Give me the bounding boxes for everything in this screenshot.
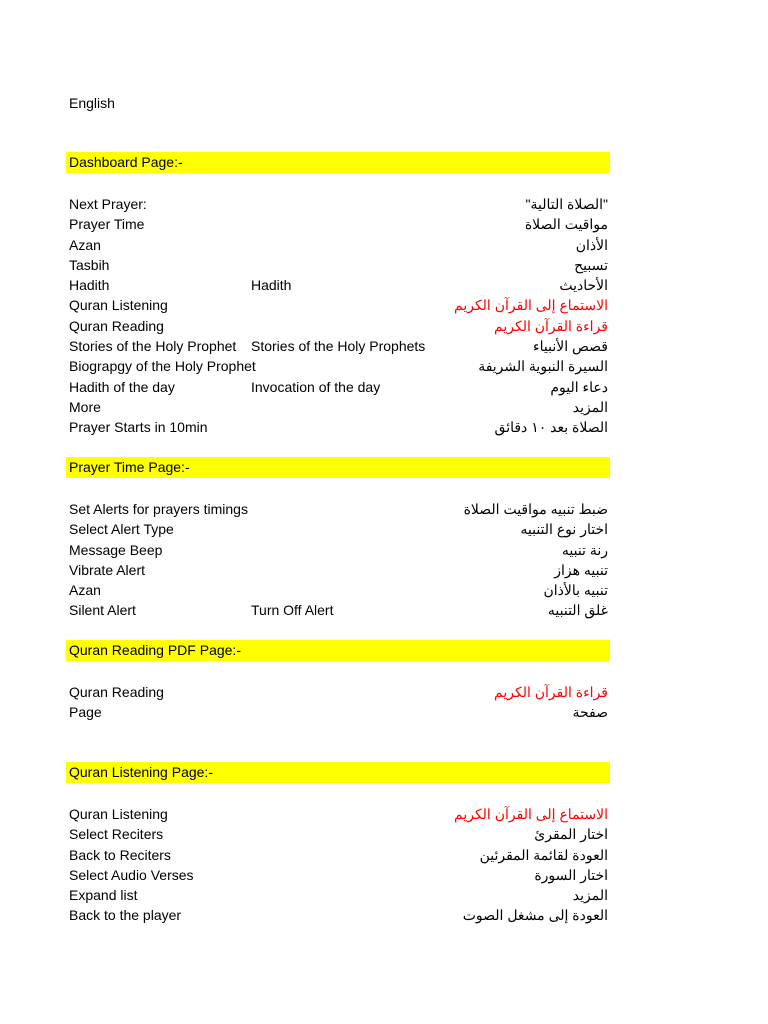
english-term: Silent Alert xyxy=(69,602,136,619)
alternate-term: Invocation of the day xyxy=(251,378,381,395)
english-term: More xyxy=(69,398,101,415)
table-row xyxy=(66,885,610,905)
arabic-term: الاستماع إلى القرآن الكريم xyxy=(454,806,608,822)
table-row xyxy=(66,377,610,397)
english-term: Azan xyxy=(69,236,101,253)
english-term: Select Audio Verses xyxy=(69,866,194,883)
english-term: Back to Reciters xyxy=(69,846,171,863)
arabic-term: مواقيت الصلاة xyxy=(524,216,608,233)
arabic-term: اختار نوع التنبيه xyxy=(520,521,608,538)
arabic-term: تنبيه بالأذان xyxy=(543,582,608,599)
arabic-term: العودة إلى مشغل الصوت xyxy=(462,907,608,924)
section-header: Quran Reading PDF Page:- xyxy=(66,640,610,661)
english-term: Message Beep xyxy=(69,541,163,558)
section-rows xyxy=(66,499,610,621)
english-term: Prayer Starts in 10min xyxy=(69,419,208,436)
arabic-term: قراءة القرآن الكريم xyxy=(494,317,608,334)
table-row xyxy=(66,600,610,620)
english-term: Back to the player xyxy=(69,907,182,924)
arabic-term: رنة تنبيه xyxy=(561,541,608,558)
english-term: Tasbih xyxy=(69,256,110,273)
arabic-term: "الصلاة التالية" xyxy=(525,196,608,212)
table-row xyxy=(66,540,610,560)
arabic-term: المزيد xyxy=(572,398,608,415)
english-term: Hadith xyxy=(69,277,110,294)
arabic-term: دعاء اليوم xyxy=(550,378,608,395)
table-row xyxy=(66,804,610,824)
arabic-term: الاستماع إلى القرآن الكريم xyxy=(454,297,608,314)
english-term: Next Prayer: xyxy=(69,196,147,212)
table-row xyxy=(66,194,610,214)
arabic-term: الأحاديث xyxy=(559,277,608,294)
arabic-term: تسبيح xyxy=(574,256,608,273)
table-row xyxy=(66,865,610,885)
table-row xyxy=(66,255,610,275)
arabic-term: قصص الأنبياء xyxy=(533,338,608,355)
english-term: Quran Reading xyxy=(69,684,164,700)
alternate-term: Hadith xyxy=(251,277,292,294)
arabic-term: السيرة النبوية الشريفة xyxy=(478,358,608,375)
english-term: Hadith of the day xyxy=(69,378,175,395)
table-row xyxy=(66,499,610,519)
table-row xyxy=(66,214,610,234)
table-row xyxy=(66,417,610,437)
section-header: Quran Listening Page:- xyxy=(66,762,610,783)
arabic-term: صفحة xyxy=(572,704,608,721)
arabic-term: اختار السورة xyxy=(534,866,608,883)
english-term: Select Alert Type xyxy=(69,521,174,538)
english-term: Azan xyxy=(69,582,101,599)
english-term: Set Alerts for prayers timings xyxy=(69,501,248,517)
arabic-term: غلق التنبيه xyxy=(547,602,608,619)
table-row xyxy=(66,275,610,295)
english-term: Stories of the Holy Prophet xyxy=(69,338,237,355)
section-rows xyxy=(66,804,610,926)
arabic-term: قراءة القرآن الكريم xyxy=(494,684,608,700)
table-row xyxy=(66,336,610,356)
english-term: Quran Listening xyxy=(69,297,168,314)
alternate-term: Stories of the Holy Prophets xyxy=(251,338,426,355)
arabic-term: اختار المقرئ xyxy=(534,826,608,843)
arabic-term: ضبط تنبيه مواقيت الصلاة xyxy=(463,501,608,517)
english-term: Select Reciters xyxy=(69,826,164,843)
english-term: Expand list xyxy=(69,887,138,904)
arabic-term: العودة لقائمة المقرئين xyxy=(479,846,608,863)
arabic-term: الأذان xyxy=(575,236,608,253)
section-rows xyxy=(66,194,610,438)
english-term: Quran Reading xyxy=(69,317,164,334)
table-row xyxy=(66,702,610,722)
table-row xyxy=(66,580,610,600)
table-row xyxy=(66,845,610,865)
english-term: Prayer Time xyxy=(69,216,145,233)
english-term: Vibrate Alert xyxy=(69,561,146,578)
table-row xyxy=(66,356,610,376)
table-row xyxy=(66,560,610,580)
alternate-term: Turn Off Alert xyxy=(251,602,334,619)
table-row xyxy=(66,682,610,702)
arabic-term: الصلاة بعد ١٠ دقائق xyxy=(494,419,608,436)
table-row xyxy=(66,316,610,336)
english-term: Page xyxy=(69,704,102,721)
english-term: Quran Listening xyxy=(69,806,168,822)
table-row xyxy=(66,397,610,417)
table-row xyxy=(66,235,610,255)
table-row xyxy=(66,519,610,539)
section-header: Prayer Time Page:- xyxy=(66,457,610,478)
arabic-term: تنبيه هزاز xyxy=(554,561,608,578)
section-header: Dashboard Page:- xyxy=(66,152,610,173)
arabic-term: المزيد xyxy=(572,887,608,904)
table-row xyxy=(66,824,610,844)
table-row xyxy=(66,295,610,315)
section-rows xyxy=(66,682,610,723)
english-term: Biograpgy of the Holy Prophet xyxy=(69,358,256,375)
table-row xyxy=(66,905,610,925)
language-label: English xyxy=(69,95,115,111)
